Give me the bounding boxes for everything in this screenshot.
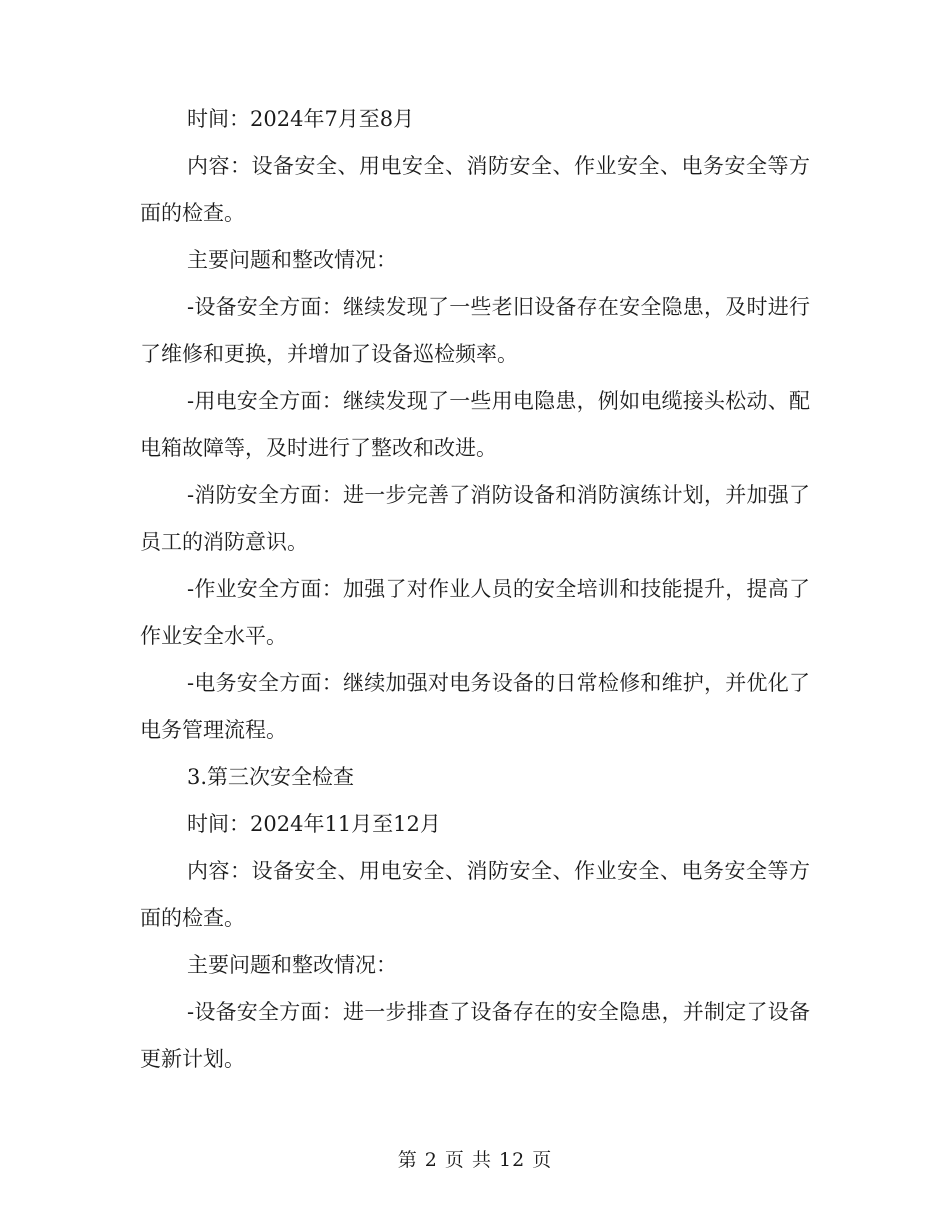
page-number-footer: 第 2 页 共 12 页 — [397, 1149, 553, 1171]
paragraph-equipment-safety-third: -设备安全方面：进一步排查了设备存在的安全隐患，并制定了设备更新计划。 — [140, 1000, 810, 1071]
paragraph-operation-safety-second: -作业安全方面：加强了对作业人员的安全培训和技能提升，提高了作业安全水平。 — [140, 577, 810, 648]
paragraph-fire-safety-second: -消防安全方面：进一步完善了消防设备和消防演练计划，并加强了员工的消防意识。 — [140, 483, 810, 554]
document-body — [140, 96, 810, 1083]
paragraph-issues-heading-third: 主要问题和整改情况： — [187, 953, 397, 977]
paragraph-equipment-safety-second: -设备安全方面：继续发现了一些老旧设备存在安全隐患，及时进行了维修和更换，并增加了设备巡检频率。 — [140, 295, 810, 366]
paragraph-content-second: 内容：设备安全、用电安全、消防安全、作业安全、电务安全等方面的检查。 — [140, 154, 810, 225]
paragraph-issues-heading-second: 主要问题和整改情况： — [187, 248, 397, 272]
section-heading-third-inspection: 3.第三次安全检查 — [187, 765, 355, 789]
paragraph-power-service-safety-second: -电务安全方面：继续加强对电务设备的日常检修和维护，并优化了电务管理流程。 — [140, 671, 810, 742]
paragraph-electrical-safety-second: -用电安全方面：继续发现了一些用电隐患，例如电缆接头松动、配电箱故障等，及时进行了整改和改进。 — [140, 389, 810, 460]
paragraph-content-third: 内容：设备安全、用电安全、消防安全、作业安全、电务安全等方面的检查。 — [140, 859, 810, 930]
paragraph-time-second: 时间：2024年7月至8月 — [187, 107, 415, 131]
paragraph-time-third: 时间：2024年11月至12月 — [187, 812, 441, 836]
